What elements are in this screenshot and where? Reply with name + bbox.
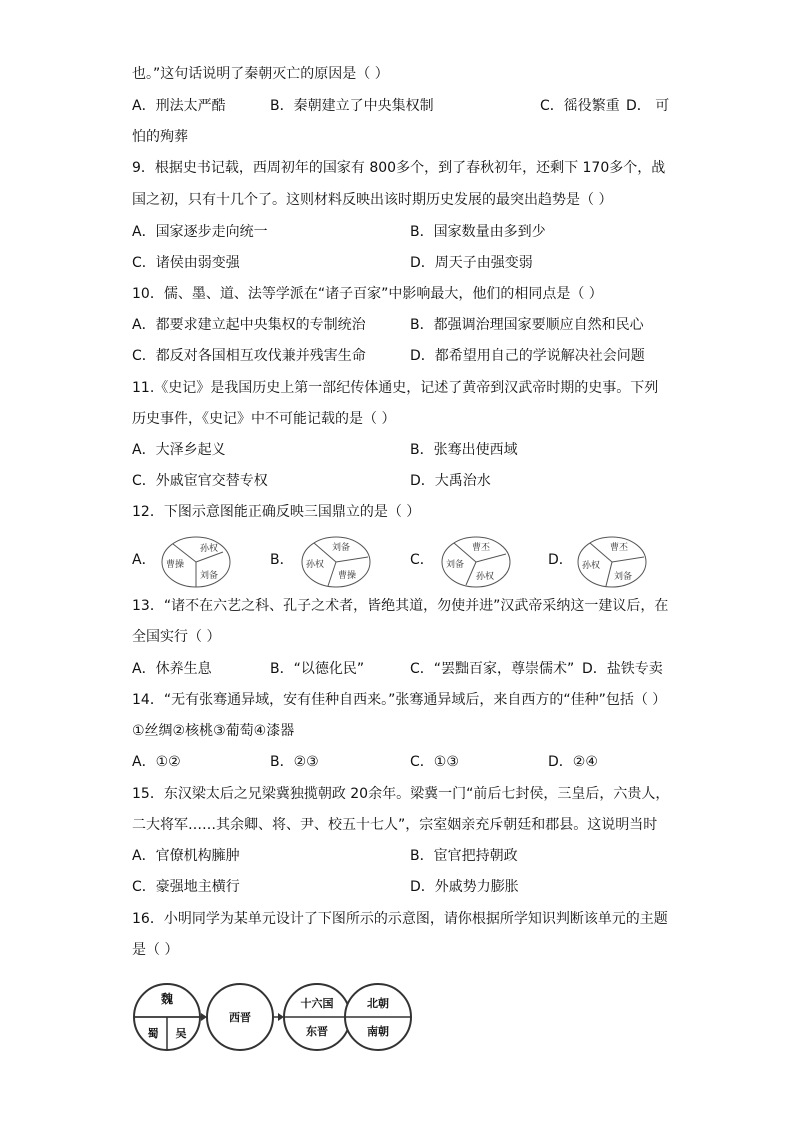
circle1-top: 魏 [160, 992, 174, 1006]
q14-option-b[interactable]: B．②③ [270, 754, 319, 770]
q9-option-a[interactable]: A．国家逐步走向统一 [132, 224, 268, 240]
q15-option-d[interactable]: D．外戚势力膨胀 [410, 879, 519, 895]
pie-b-label-1: 刘备 [332, 543, 351, 553]
q8-option-a[interactable]: A．刑法太严酷 [132, 98, 226, 114]
pie-b-label-2: 孙权 [306, 560, 325, 570]
q13-option-c[interactable]: C．“罢黜百家，尊崇儒术” [410, 661, 575, 677]
q12-option-a[interactable]: A． [132, 552, 156, 568]
pie-a-label-3: 刘备 [200, 571, 219, 581]
circle1-right: 吴 [175, 1027, 187, 1040]
circle3-top: 十六国 [300, 997, 334, 1010]
q9-stem-line1: 9．根据史书记载，西周初年的国家有 800多个，到了春秋初年，还剩下 170多个，战 [132, 160, 666, 176]
q9-option-c[interactable]: C．诸侯由弱变强 [132, 255, 240, 271]
q8-stem-tail: 也。”这句话说明了秦朝灭亡的原因是（ ） [132, 66, 389, 82]
pie-c-label-1: 曹丕 [472, 543, 491, 553]
q13-option-a[interactable]: A．休养生息 [132, 661, 212, 677]
pie-d-label-2: 孙权 [582, 561, 601, 571]
pie-a-label-2: 曹操 [166, 560, 185, 570]
circle1-left: 蜀 [147, 1027, 159, 1040]
circle3-bottom: 东晋 [306, 1025, 328, 1038]
circle4-bottom: 南朝 [367, 1025, 389, 1038]
q8-option-c[interactable]: C．徭役繁重 [540, 98, 620, 114]
q12-pie-c [440, 535, 512, 589]
q12-pie-d [576, 535, 648, 589]
q13-option-d[interactable]: D．盐铁专卖 [582, 661, 663, 677]
q12-option-d[interactable]: D． [548, 552, 573, 568]
circle2-label: 西晋 [229, 1011, 251, 1024]
q11-stem-line1: 11.《史记》是我国历史上第一部纪传体通史，记述了黄帝到汉武帝时期的史事。下列 [132, 380, 659, 396]
q11-option-d[interactable]: D．大禹治水 [410, 473, 491, 489]
q11-stem-line2: 历史事件，《史记》中不可能记载的是（ ） [132, 411, 396, 427]
q12-option-c[interactable]: C． [410, 552, 434, 568]
q13-stem-line2: 全国实行（ ） [132, 629, 221, 645]
q12-pie-b [300, 535, 372, 589]
q15-option-b[interactable]: B．宦官把持朝政 [410, 848, 518, 864]
dynasty-flow-diagram [133, 975, 413, 1060]
q14-option-d[interactable]: D．②④ [548, 754, 598, 770]
q12-option-b[interactable]: B． [270, 552, 294, 568]
q10-option-d[interactable]: D．都希望用自己的学说解决社会问题 [410, 348, 645, 364]
q13-option-b[interactable]: B．“以德化民” [270, 661, 365, 677]
q14-items: ①丝绸②核桃③葡萄④漆器 [132, 723, 295, 739]
q9-option-d[interactable]: D．周天子由强变弱 [410, 255, 533, 271]
q10-stem: 10．儒、墨、道、法等学派在“诸子百家”中影响最大，他们的相同点是（ ） [132, 286, 603, 302]
q12-stem: 12．下图示意图能正确反映三国鼎立的是（ ） [132, 504, 421, 520]
q14-option-c[interactable]: C．①③ [410, 754, 459, 770]
q8-option-d-cont: 怕的殉葬 [132, 129, 188, 145]
q16-stem-line1: 16．小明同学为某单元设计了下图所示的示意图，请你根据所学知识判断该单元的主题 [132, 911, 668, 927]
q11-option-c[interactable]: C．外戚宦官交替专权 [132, 473, 268, 489]
q16-stem-line2: 是（ ） [132, 942, 179, 958]
pie-d-label-3: 刘备 [614, 572, 633, 582]
q11-option-b[interactable]: B．张骞出使西域 [410, 442, 518, 458]
q13-stem-line1: 13．“诸不在六艺之科、孔子之术者，皆绝其道，勿使并进”汉武帝采纳这一建议后，在 [132, 598, 669, 614]
q15-stem-line2: 二大将军……其余卿、将、尹、校五十七人”，宗室姻亲充斥朝廷和郡县。这说明当时 [132, 817, 658, 833]
q10-option-c[interactable]: C．都反对各国相互攻伐兼并残害生命 [132, 348, 366, 364]
q10-option-a[interactable]: A．都要求建立起中央集权的专制统治 [132, 317, 366, 333]
q8-option-b[interactable]: B．秦朝建立了中央集权制 [270, 98, 434, 114]
pie-a-label-1: 孙权 [200, 544, 219, 554]
pie-d-label-1: 曹丕 [610, 543, 629, 553]
q15-option-c[interactable]: C．豪强地主横行 [132, 879, 240, 895]
pie-b-label-3: 曹操 [338, 571, 357, 581]
q12-pie-a [160, 535, 232, 589]
q15-stem-line1: 15．东汉梁太后之兄梁冀独揽朝政 20余年。梁冀一门“前后七封侯，三皇后，六贵人， [132, 786, 670, 802]
pie-c-label-2: 刘备 [446, 560, 465, 570]
q15-option-a[interactable]: A．官僚机构臃肿 [132, 848, 240, 864]
q11-option-a[interactable]: A．大泽乡起义 [132, 442, 226, 458]
circle4-top: 北朝 [367, 997, 389, 1010]
pie-c-label-3: 孙权 [476, 572, 495, 582]
q8-option-d[interactable]: D． 可 [626, 98, 670, 114]
q9-stem-line2: 国之初，只有十几个了。这则材料反映出该时期历史发展的最突出趋势是（ ） [132, 192, 613, 208]
q14-stem: 14．“无有张骞通异域，安有佳种自西来。”张骞通异域后，来自西方的“佳种”包括（ ） [132, 692, 667, 708]
q10-option-b[interactable]: B．都强调治理国家要顺应自然和民心 [410, 317, 644, 333]
q9-option-b[interactable]: B．国家数量由多到少 [410, 224, 546, 240]
q14-option-a[interactable]: A．①② [132, 754, 181, 770]
